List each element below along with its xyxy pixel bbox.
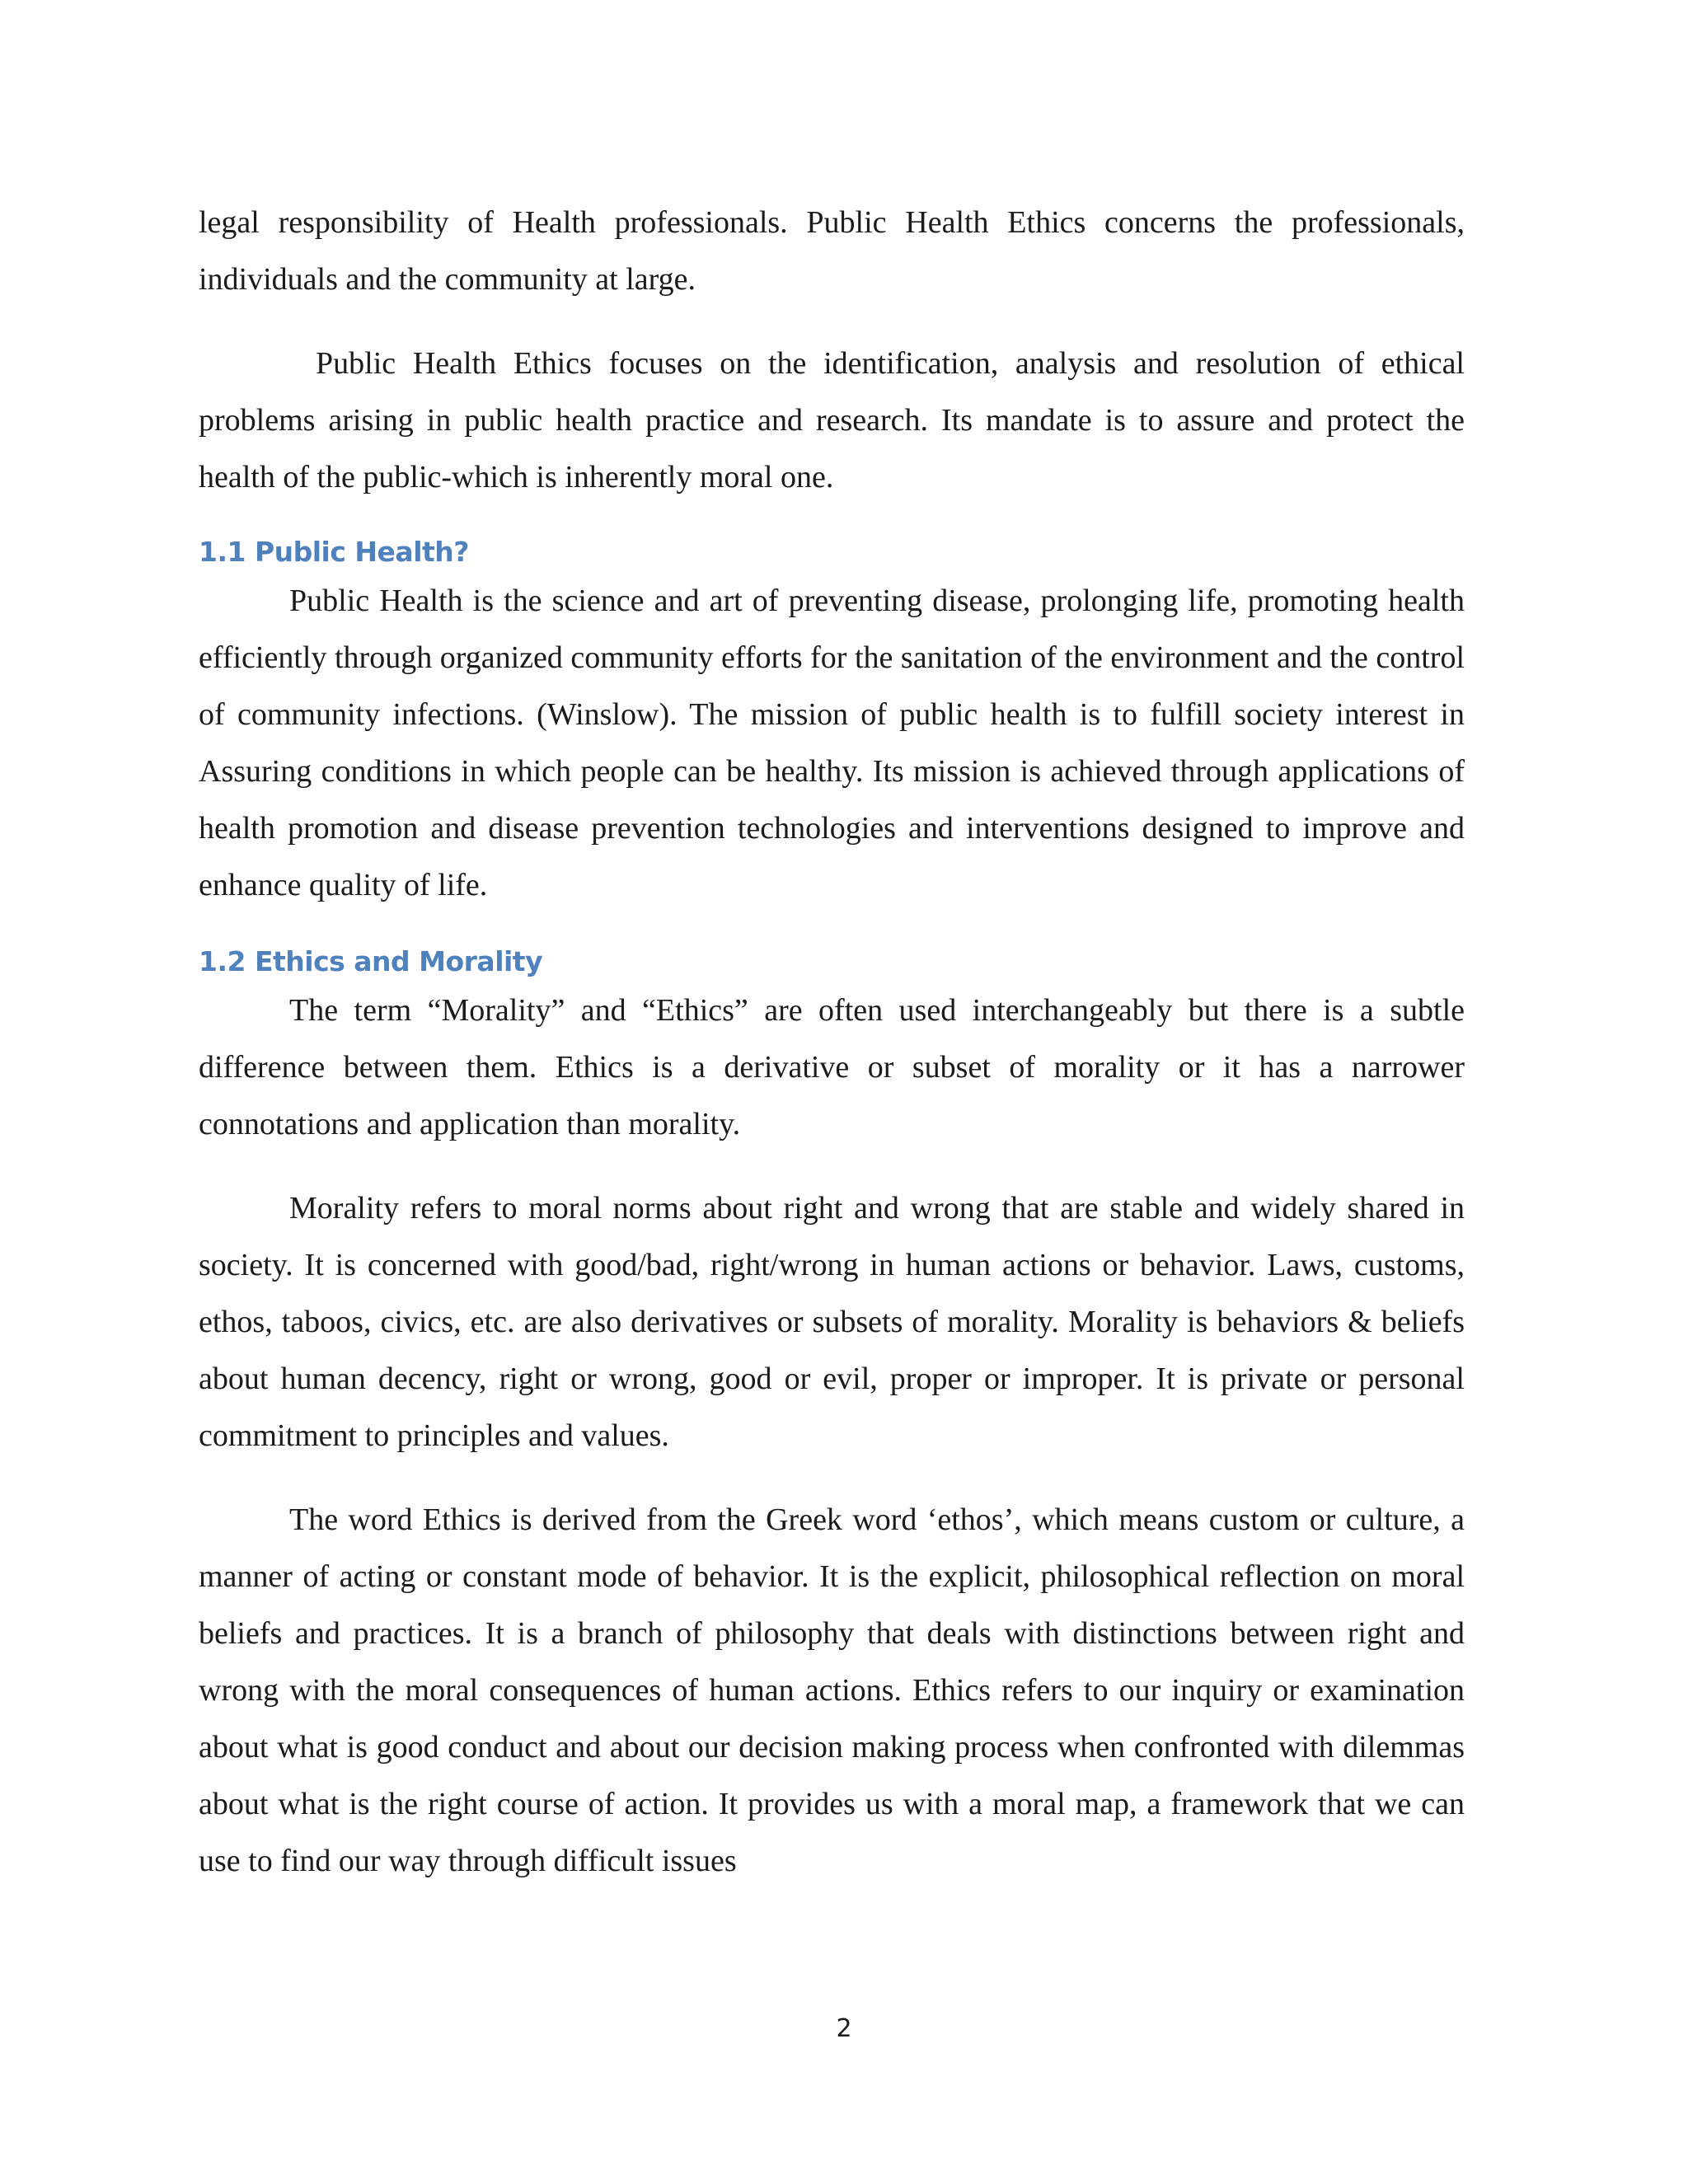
section-heading-public-health: 1.1 Public Health? — [199, 536, 469, 568]
page-number: 2 — [836, 2014, 852, 2043]
page-body — [199, 194, 1465, 1890]
paragraph-public-health-ethics: Public Health Ethics focuses on the identification, analysis and resolution of ethical problems arising in public health practice and research. Its mandate is to assure and protect the health of the public-which is inherently moral one. — [199, 346, 1465, 494]
paragraph-legal-responsibility: legal responsibility of Health professionals. Public Health Ethics concerns the professionals, individuals and the community at large. — [199, 205, 1465, 297]
paragraph-public-health-definition: Public Health is the science and art of preventing disease, prolonging life, promoting health efficiently through organized community efforts for the sanitation of the environment and the control of community infections. (Winslow). The mission of public health is to fulfill society interest in Assuring conditions in which people can be healthy. Its mission is achieved through applications of health promotion and disease prevention technologies and interventions designed to improve and enhance quality of life. — [199, 583, 1465, 902]
paragraph-ethics-definition: The word Ethics is derived from the Greek word ‘ethos’, which means custom or culture, a manner of acting or constant mode of behavior. It is the explicit, philosophical reflection on moral beliefs and practices. It is a branch of philosophy that deals with distinctions between right and wrong with the moral consequences of human actions. Ethics refers to our inquiry or examination about what is good conduct and about our decision making process when confronted with dilemmas about what is the right course of action. It provides us with a moral map, a framework that we can use to find our way through difficult issues — [199, 1502, 1465, 1878]
paragraph-morality-vs-ethics: The term “Morality” and “Ethics” are often used interchangeably but there is a subtle difference between them. Ethics is a derivative or subset of morality or it has a narrower connotations and application than morality. — [199, 993, 1465, 1141]
paragraph-morality-definition: Morality refers to moral norms about right and wrong that are stable and widely shared in society. It is concerned with good/bad, right/wrong in human actions or behavior. Laws, customs, ethos, taboos, civics, etc. are also derivatives or subsets of morality. Morality is behaviors & beliefs about human decency, right or wrong, good or evil, proper or improper. It is private or personal commitment to principles and values. — [199, 1191, 1465, 1453]
section-heading-ethics-morality: 1.2 Ethics and Morality — [199, 945, 543, 977]
